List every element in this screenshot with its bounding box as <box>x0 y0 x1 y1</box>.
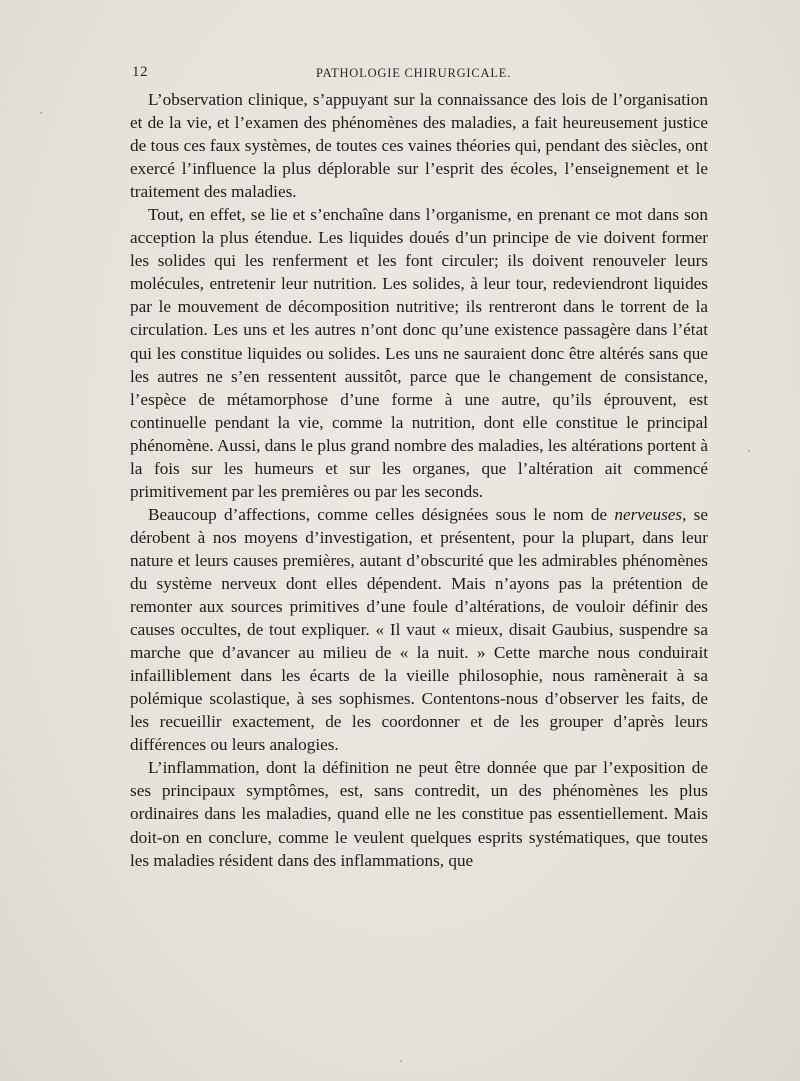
paragraph-observation: L’observation clinique, s’appuyant sur la connaissance des lois de l’organisation et de la vie, et l’examen des phénomènes des maladies, a fait heureusement justice de tous ces faux systèmes, de toutes ces vaines théories qui, pendant des siècles, ont exercé l’influence la plus déplorable sur l’esprit des écoles, l’enseignement et le traitement des maladies. <box>130 90 708 202</box>
page-header <box>132 62 708 84</box>
paragraph-organism: Tout, en effet, se lie et s’enchaîne dans l’organisme, en prenant ce mot dans son acception la plus étendue. Les liquides doués d’un principe de vie doivent former les solides qui les renferment et les font circuler; ils doivent renouveler leurs molécules, entretenir leur nutrition. Les solides, à leur tour, redeviendront liquides par le mouvement de décomposition nutritive; ils rentreront dans le torrent de la circulation. Les uns et les autres n’ont donc qu’une existence passagère dans l’état qui les constitue liquides ou solides. Les uns ne sauraient donc être altérés sans que les autres ne s’en ressentent aussitôt, parce que le changement de consistance, l’espèce de métamorphose d’une forme à une autre, qu’ils éprouvent, est continuelle pendant la vie, comme la nutrition, dont elle constitue le principal phénomène. Aussi, dans le plus grand nombre des maladies, les altérations portent à la fois sur les humeurs et sur les organes, que l’altération ait commencé primitivement par les premières ou par les seconds. <box>130 205 708 501</box>
paragraph-text-end: , se dérobent à nos moyens d’investigation, et présentent, pour la plupart, dans leur nature et leurs causes premières, autant d’obscurité que les admirables phénomènes du système nerveux dont elles dépendent. Mais n’ayons pas la prétention de remonter aux sources primitives d’une foule d’altérations, de vouloir définir des causes occultes, de tout expliquer. « Il vaut « mieux, disait Gaubius, suspendre sa marche que d’avancer au milieu de « la nuit. » Cette marche nous conduirait infailliblement dans les écarts de la vieille philosophie, nous ramènerait à sa polémique scolastique, à ses sophismes. Contentons-nous d’observer les faits, de les recueillir exactement, de les coordonner et de les grouper d’après leurs différences ou leurs analogies. <box>130 504 708 755</box>
running-title: PATHOLOGIE CHIRURGICALE. <box>316 66 512 80</box>
body-text <box>130 88 708 872</box>
italic-term: nerveuses <box>614 504 683 524</box>
paper-speck <box>748 450 750 452</box>
paragraph-inflammation: L’inflammation, dont la définition ne peut être donnée que par l’exposition de ses principaux symptômes, est, sans contredit, un des phénomènes les plus ordinaires dans les maladies, quand elle ne les constitue pas essentiellement. Mais doit-on en conclure, comme le veulent quelques esprits systématiques, que toutes les maladies résident dans des inflammations, que <box>130 758 708 870</box>
paper-speck <box>400 1060 402 1062</box>
paragraph-text-start: Beaucoup d’affections, comme celles désignées sous le nom de <box>148 504 615 524</box>
page-number: 12 <box>132 64 148 80</box>
paragraph-nervous-affections <box>130 503 708 757</box>
paper-speck <box>40 112 42 114</box>
